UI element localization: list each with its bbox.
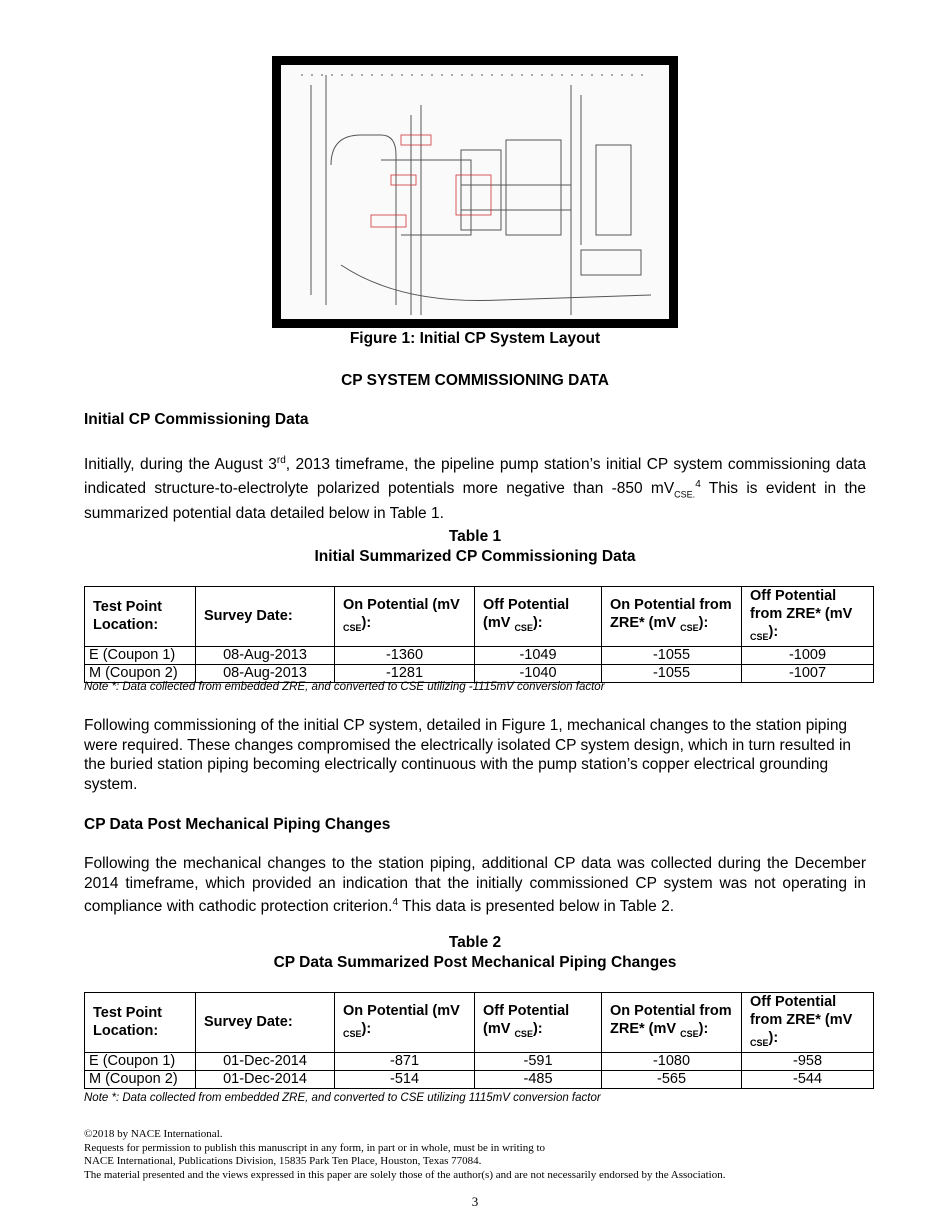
header-cell: On Potential from ZRE* (mV $_{CSE}$): bbox=[602, 993, 742, 1053]
cell: -871 bbox=[335, 1052, 475, 1070]
page-number: 3 bbox=[471, 1194, 479, 1209]
footer-line: NACE International, Publications Division, 15835 Park Ten Place, Houston, Texas 77084. bbox=[84, 1155, 482, 1167]
header-cell: Survey Date: bbox=[196, 993, 335, 1053]
cell: -1055 bbox=[602, 664, 742, 682]
header-cell: Off Potential from ZRE* (mV $_{CSE}$): bbox=[742, 993, 874, 1053]
table-header-row bbox=[85, 587, 874, 647]
site-schematic-drawing bbox=[281, 65, 669, 319]
cell: M (Coupon 2) bbox=[85, 1070, 196, 1088]
subsection-heading: CP Data Post Mechanical Piping Changes bbox=[84, 816, 391, 833]
paragraph: Initially, during the August 3rd, 2013 timeframe, the pipeline pump station’s initial CP system commissioning data indicated structure-to-electrolyte polarized potentials more negative than -850 $mV_{CSE.}^4$ This is evident in the summarized potential data detailed below in Table 1. bbox=[84, 455, 866, 523]
cell: -565 bbox=[602, 1070, 742, 1088]
cell: -544 bbox=[742, 1070, 874, 1088]
cell: -1009 bbox=[742, 646, 874, 664]
table-row bbox=[85, 646, 874, 664]
paragraph: Following commissioning of the initial CP system, detailed in Figure 1, mechanical changes to the station piping were required. These changes compromised the electrically isolated CP system design, which in turn resulted in the buried station piping becoming electrically continuous with the pump station’s copper electrical grounding system. bbox=[84, 717, 852, 793]
table-header-row bbox=[85, 993, 874, 1053]
header-cell: Test Point Location: bbox=[85, 993, 196, 1053]
table-title: Initial Summarized CP Commissioning Data bbox=[314, 548, 636, 565]
header-cell: Survey Date: bbox=[196, 587, 335, 647]
header-cell: On Potential (mV $_{CSE}$): bbox=[335, 587, 475, 647]
header-cell: On Potential from ZRE* (mV $_{CSE}$): bbox=[602, 587, 742, 647]
header-cell: Off Potential from ZRE* (mV $_{CSE}$): bbox=[742, 587, 874, 647]
table-note: Note *: Data collected from embedded ZRE, and converted to CSE utilizing -1115mV conversion factor bbox=[84, 681, 605, 693]
cell: M (Coupon 2) bbox=[85, 664, 196, 682]
cell: E (Coupon 1) bbox=[85, 646, 196, 664]
cell: -1040 bbox=[475, 664, 602, 682]
header-cell: Test Point Location: bbox=[85, 587, 196, 647]
cell: -1080 bbox=[602, 1052, 742, 1070]
table-note: Note *: Data collected from embedded ZRE, and converted to CSE utilizing 1115mV conversion factor bbox=[84, 1092, 601, 1104]
header-cell: On Potential (mV $_{CSE}$): bbox=[335, 993, 475, 1053]
cell: -1055 bbox=[602, 646, 742, 664]
copyright-footer bbox=[84, 1128, 725, 1182]
table-label: Table 2 bbox=[448, 934, 502, 951]
table-2 bbox=[84, 992, 874, 1089]
subsection-heading: Initial CP Commissioning Data bbox=[84, 411, 309, 428]
table-row bbox=[85, 1052, 874, 1070]
footer-line: The material presented and the views expressed in this paper are solely those of the author(s) and are not necessarily endorsed by the Association. bbox=[84, 1168, 726, 1181]
cell: -1281 bbox=[335, 664, 475, 682]
cell: -591 bbox=[475, 1052, 602, 1070]
cell: -958 bbox=[742, 1052, 874, 1070]
cell: 08-Aug-2013 bbox=[196, 664, 335, 682]
table-label: Table 1 bbox=[448, 528, 502, 545]
cell: -1007 bbox=[742, 664, 874, 682]
cell: -1049 bbox=[475, 646, 602, 664]
table-row bbox=[85, 1070, 874, 1088]
table-1 bbox=[84, 586, 874, 683]
footer-line: ©2018 by NACE International. bbox=[84, 1128, 223, 1140]
paragraph: Following the mechanical changes to the station piping, additional CP data was collected during the December 2014 timeframe, which provided an indication that the initially commissioned CP system was not operating in compliance with cathodic protection criterion.$^4$ This data is presented below in Table 2. bbox=[84, 855, 866, 916]
cell: -485 bbox=[475, 1070, 602, 1088]
cell: 08-Aug-2013 bbox=[196, 646, 335, 664]
header-cell: Off Potential (mV $_{CSE}$): bbox=[475, 587, 602, 647]
figure-cp-layout-image bbox=[272, 56, 678, 328]
cell: 01-Dec-2014 bbox=[196, 1052, 335, 1070]
header-cell: Off Potential (mV $_{CSE}$): bbox=[475, 993, 602, 1053]
figure-caption: Figure 1: Initial CP System Layout bbox=[349, 330, 601, 347]
table-title: CP Data Summarized Post Mechanical Piping Changes bbox=[273, 954, 677, 971]
cell: E (Coupon 1) bbox=[85, 1052, 196, 1070]
cell: -1360 bbox=[335, 646, 475, 664]
section-title: CP SYSTEM COMMISSIONING DATA bbox=[341, 372, 609, 389]
table-row bbox=[85, 664, 874, 682]
cell: 01-Dec-2014 bbox=[196, 1070, 335, 1088]
footer-line: Requests for permission to publish this manuscript in any form, in part or in whole, must be in writing to bbox=[84, 1141, 546, 1154]
cell: -514 bbox=[335, 1070, 475, 1088]
